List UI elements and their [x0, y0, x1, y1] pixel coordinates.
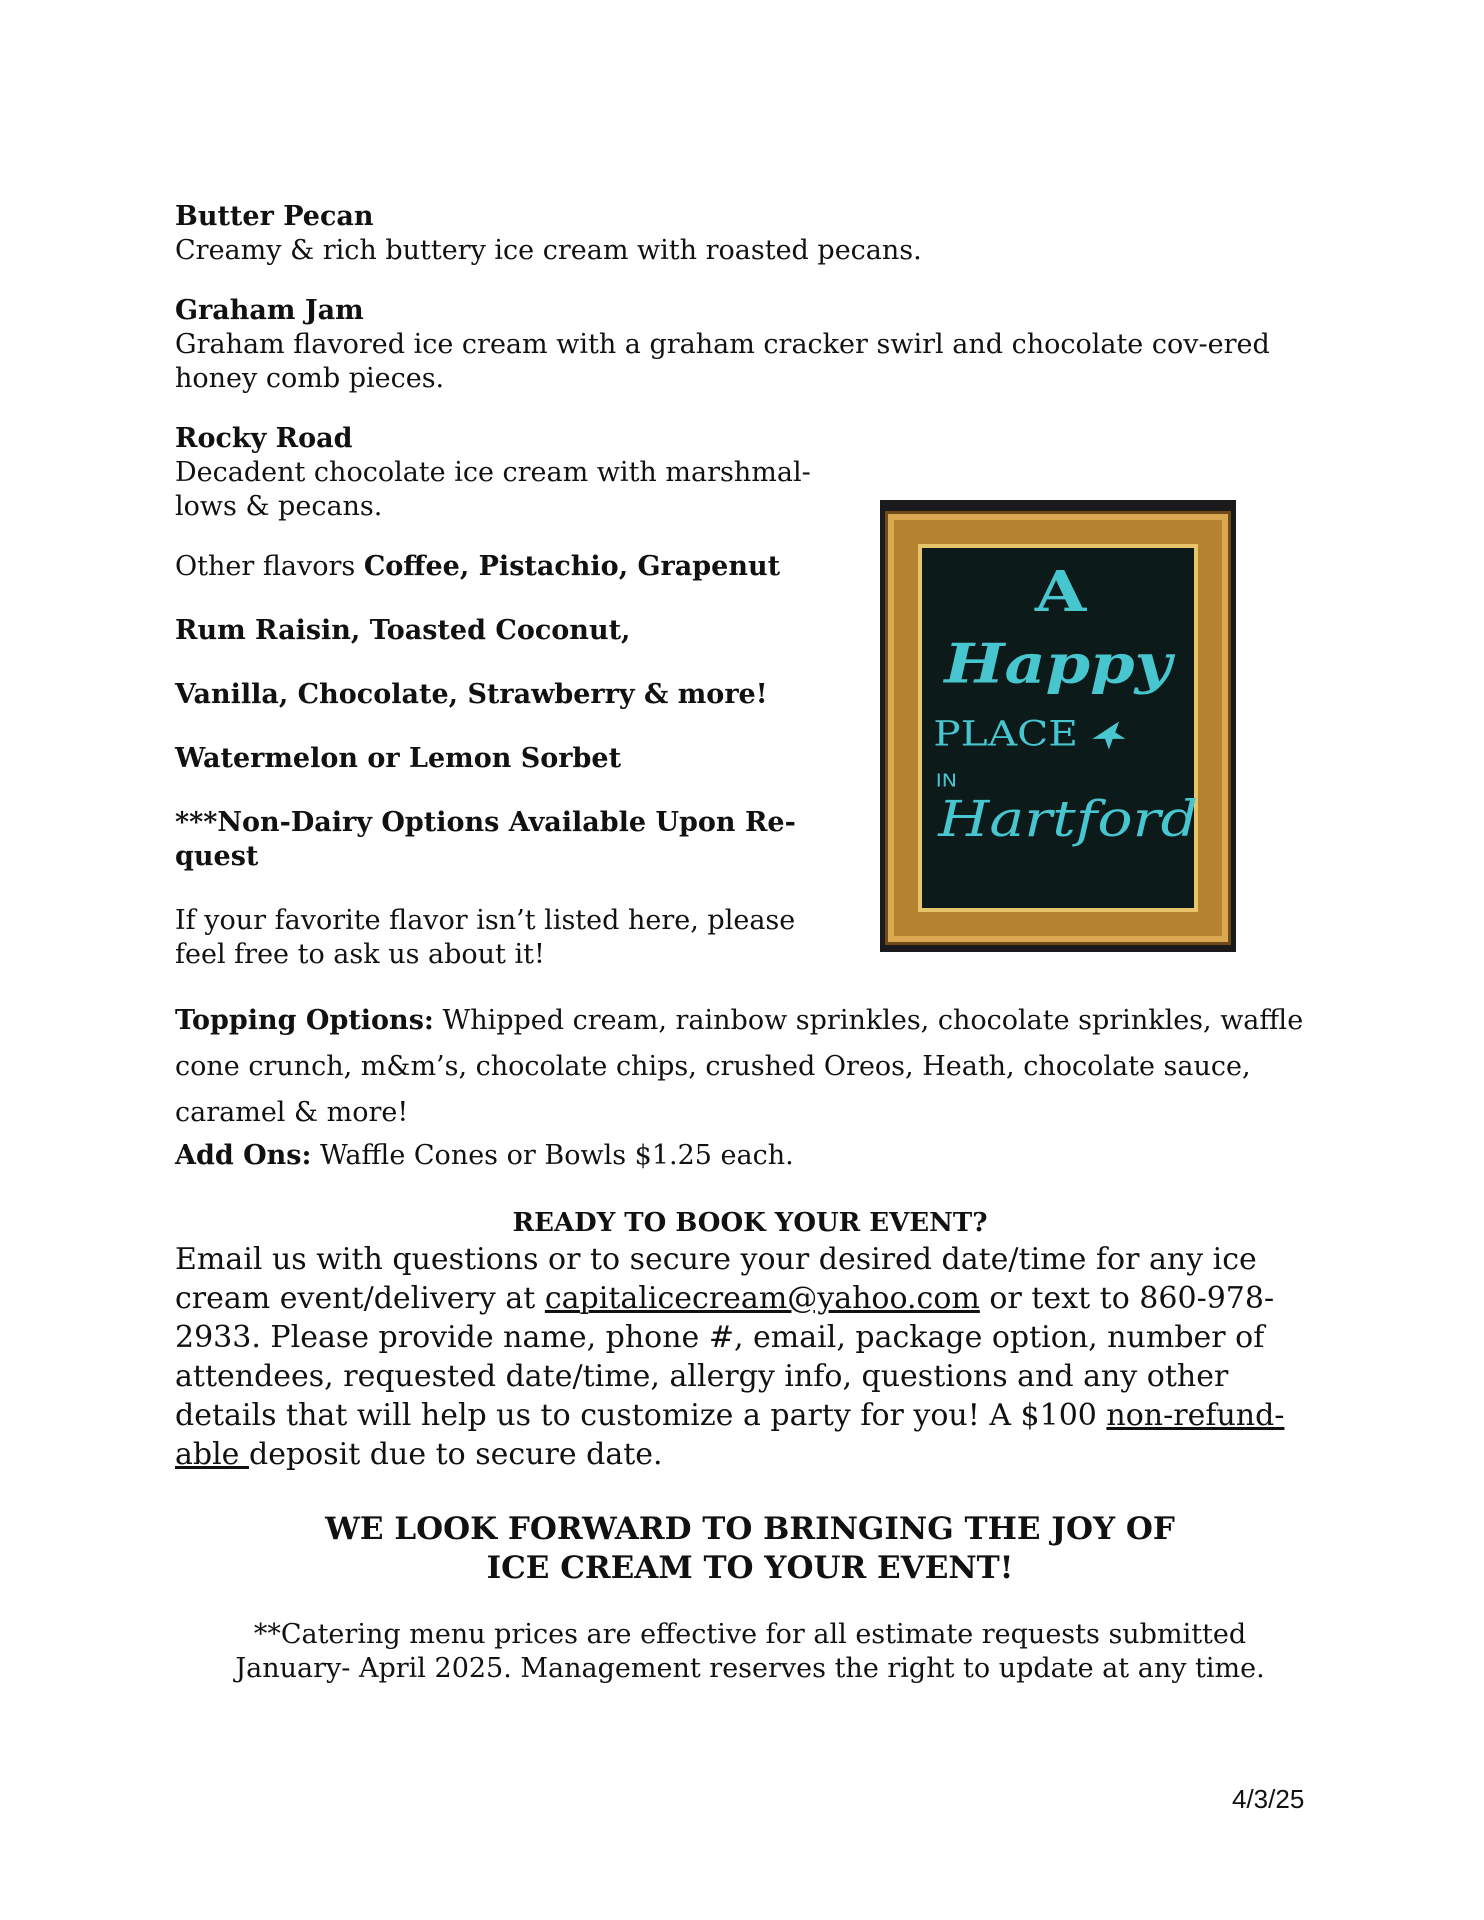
closing-line-2: ICE CREAM TO YOUR EVENT!	[486, 1550, 1014, 1586]
other-flavors-list-2: Rum Raisin, Toasted Coconut,	[175, 615, 631, 646]
booking-text-3: deposit due to secure date.	[248, 1437, 663, 1472]
flavor-name: Rocky Road	[175, 423, 353, 454]
add-ons-label: Add Ons:	[175, 1140, 312, 1171]
other-flavors-line	[175, 550, 855, 584]
non-refundable-text: non-refund-able	[175, 1398, 1285, 1472]
flavor-description: Graham flavored ice cream with a graham cracker swirl and chocolate cov-ered honey comb pieces.	[175, 329, 1270, 394]
topping-options-label: Topping Options:	[175, 1005, 434, 1036]
add-ons-text: Waffle Cones or Bowls $1.25 each.	[311, 1140, 794, 1171]
footer-date: 4/3/25	[1232, 1784, 1305, 1814]
booking-email-link[interactable]: capitalicecream@yahoo.com	[544, 1281, 980, 1316]
other-flavors-list-3: Vanilla, Chocolate, Strawberry & more!	[175, 679, 768, 710]
non-dairy-note: ***Non-Dairy Options Available Upon Re-quest	[175, 807, 796, 872]
sign-word-in: IN	[935, 770, 958, 792]
flavor-name: Graham Jam	[175, 295, 364, 326]
closing-line-1: WE LOOK FORWARD TO BRINGING THE JOY OF	[325, 1511, 1175, 1547]
happy-place-sign-photo	[880, 500, 1236, 952]
add-ons	[175, 1136, 1325, 1176]
sign-word-place: PLACE	[933, 713, 1079, 754]
pricing-note-line-1: **Catering menu prices are effective for all estimate requests submitted	[253, 1619, 1247, 1650]
booking-heading: READY TO BOOK YOUR EVENT?	[512, 1208, 988, 1238]
pricing-note-line-2: January- April 2025. Management reserves the right to update at any time.	[235, 1653, 1265, 1684]
pricing-note	[175, 1618, 1325, 1686]
other-flavors-list-1: Coffee, Pistachio, Grapenut	[363, 551, 781, 582]
booking-text-1: Email us with questions or to secure your desired date/time for any ice cream event/delivery at	[175, 1242, 1257, 1316]
closing-message	[175, 1510, 1325, 1588]
gold-frame	[888, 514, 1228, 942]
booking-text-2: or text to 860-978-2933. Please provide name, phone #, email, package option, number of attendees, requested date/time, allergy info, questions and any other details that will help us to customize a party for you! A $100	[175, 1281, 1275, 1433]
flavor-description: Creamy & rich buttery ice cream with roasted pecans.	[175, 235, 922, 266]
topping-options-text: Whipped cream, rainbow sprinkles, chocolate sprinkles, waffle cone crunch, m&m’s, chocolate chips, crushed Oreos, Heath, chocolate sauce, caramel & more!	[175, 1005, 1304, 1128]
flavor-rocky-road	[175, 422, 855, 524]
flavor-graham-jam	[175, 294, 1285, 396]
star-icon	[1092, 722, 1125, 750]
sign-word-happy: Happy	[944, 632, 1172, 696]
topping-options	[175, 998, 1325, 1136]
booking-paragraph	[175, 1240, 1325, 1474]
other-flavors-list-4: Watermelon or Lemon Sorbet	[175, 743, 622, 774]
chalkboard-lettering	[918, 544, 1198, 912]
flavor-butter-pecan	[175, 200, 1325, 268]
other-flavors-intro: Other flavors	[175, 551, 364, 582]
sign-word-a: A	[1034, 558, 1087, 625]
flavor-description: Decadent chocolate ice cream with marshmal-lows & pecans.	[175, 457, 811, 522]
sign-word-hartford: Hartford	[938, 790, 1198, 849]
favorite-flavor-note: If your favorite flavor isn’t listed here, please feel free to ask us about it!	[175, 905, 796, 970]
flavor-name: Butter Pecan	[175, 201, 374, 232]
